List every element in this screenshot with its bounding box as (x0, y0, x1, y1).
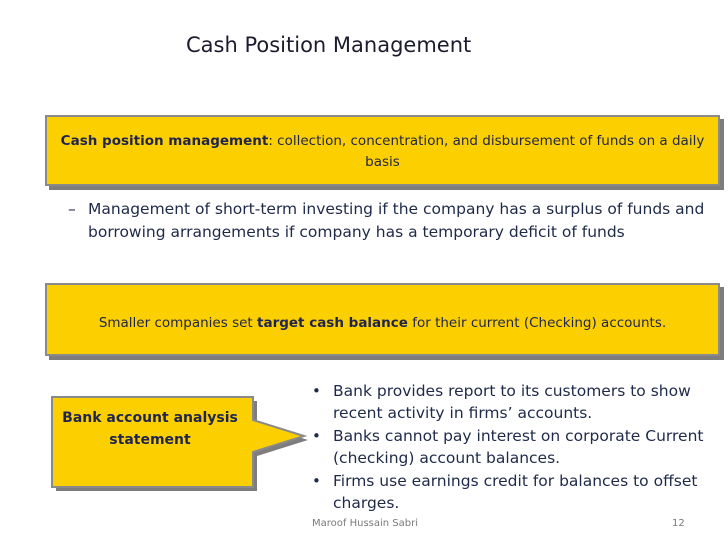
definition-text: : collection, concentration, and disbursement of funds on a daily basis (268, 133, 705, 170)
target-box-bold: target cash balance (257, 315, 408, 331)
target-box-suffix: for their current (Checking) accounts. (407, 315, 667, 331)
bullet-item (303, 380, 728, 424)
definition-term: Cash position management (60, 133, 269, 149)
bullet-marker: • (312, 427, 321, 445)
bullet-text: Bank provides report to its customers to show recent activity in firms’ accounts. (333, 382, 691, 422)
bullet-text: Banks cannot pay interest on corporate Current (checking) account balances. (333, 427, 704, 467)
bullet-marker: • (312, 472, 321, 490)
bullet-marker: • (312, 382, 321, 400)
callout-label: Bank account analysis statement (62, 410, 238, 448)
dash-marker: – (68, 200, 76, 218)
bullet-list (303, 380, 728, 515)
slide-title: Cash Position Management (186, 33, 472, 57)
bullet-item (303, 470, 728, 514)
target-box-prefix: Smaller companies set (98, 315, 257, 331)
bullet-text: Firms use earnings credit for balances to offset charges. (333, 472, 698, 512)
page-number: 12 (672, 518, 685, 529)
footer-author: Maroof Hussain Sabri (312, 518, 418, 529)
bullet-item (303, 425, 728, 469)
dash-item-text: Management of short-term investing if the company has a surplus of funds and borrowing arrangements if company has a temporary deficit of funds (88, 200, 705, 241)
